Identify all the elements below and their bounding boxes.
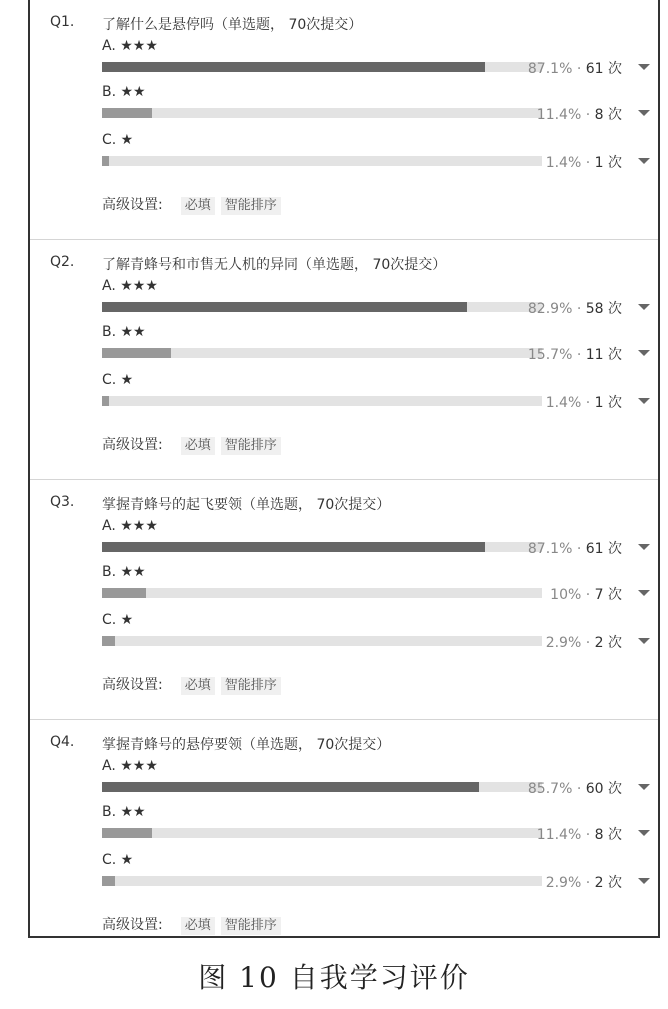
result-separator: · [572, 347, 586, 363]
answer-option [102, 612, 658, 658]
result-separator: · [581, 635, 595, 651]
result-percent: 10% [550, 587, 582, 603]
result-bar-track [102, 396, 542, 406]
caret-down-icon[interactable] [638, 638, 650, 644]
result-bar-fill [102, 156, 109, 166]
result-bar-fill [102, 782, 479, 792]
result-bar-fill [102, 588, 146, 598]
result-percent: 87.1% [527, 541, 573, 557]
caret-down-icon[interactable] [638, 304, 650, 310]
advanced-settings-label: 高级设置: [102, 917, 163, 933]
option-label: A. ★★★ [102, 278, 158, 294]
result-bar-track [102, 782, 542, 792]
figure-caption: 图 10 自我学习评价 [198, 961, 470, 994]
result-percent: 82.9% [527, 301, 573, 317]
result-count: 58 次 [585, 301, 622, 317]
advanced-settings [102, 914, 281, 935]
result-stat [546, 152, 622, 172]
option-label: C. ★ [102, 132, 134, 148]
result-stat [528, 778, 622, 798]
option-label: B. ★★ [102, 84, 146, 100]
option-label: A. ★★★ [102, 758, 158, 774]
result-percent: 85.7% [527, 781, 573, 797]
result-separator: · [581, 827, 595, 843]
result-stat [546, 872, 622, 892]
result-separator: · [581, 875, 595, 891]
result-percent: 11.4% [536, 107, 582, 123]
caret-down-icon[interactable] [638, 878, 650, 884]
result-count: 7 次 [594, 587, 622, 603]
result-count: 61 次 [585, 541, 622, 557]
answer-option [102, 372, 658, 418]
question-title: 掌握青蜂号的起飞要领（单选题， 70次提交） [102, 497, 391, 513]
result-bar-fill [102, 542, 485, 552]
required-tag[interactable]: 必填 [181, 677, 215, 695]
question-block [30, 240, 658, 480]
question-title: 掌握青蜂号的悬停要领（单选题， 70次提交） [102, 737, 391, 753]
question-block [30, 0, 658, 240]
caret-down-icon[interactable] [638, 784, 650, 790]
result-separator: · [581, 155, 595, 171]
option-label: C. ★ [102, 372, 134, 388]
result-bar-track [102, 588, 542, 598]
result-bar-fill [102, 302, 467, 312]
question-number: Q4. [50, 734, 75, 750]
result-percent: 2.9% [545, 635, 582, 651]
survey-results-panel [28, 0, 660, 938]
question-block [30, 720, 658, 960]
option-label: A. ★★★ [102, 518, 158, 534]
result-stat [528, 58, 622, 78]
option-label: B. ★★ [102, 564, 146, 580]
caret-down-icon[interactable] [638, 590, 650, 596]
result-stat [528, 298, 622, 318]
result-count: 61 次 [585, 61, 622, 77]
advanced-settings-label: 高级设置: [102, 197, 163, 213]
result-separator: · [581, 107, 595, 123]
result-bar-track [102, 302, 542, 312]
advanced-settings-label: 高级设置: [102, 677, 163, 693]
result-bar-track [102, 876, 542, 886]
result-stat [550, 584, 622, 604]
result-stat [537, 824, 622, 844]
result-separator: · [581, 587, 595, 603]
caret-down-icon[interactable] [638, 398, 650, 404]
result-separator: · [572, 541, 586, 557]
smart-sort-tag[interactable]: 智能排序 [221, 917, 281, 935]
result-stat [546, 632, 622, 652]
required-tag[interactable]: 必填 [181, 197, 215, 215]
question-title: 了解什么是悬停吗（单选题， 70次提交） [102, 17, 363, 33]
question-number: Q3. [50, 494, 75, 510]
answer-option [102, 132, 658, 178]
result-bar-track [102, 828, 542, 838]
question-number: Q1. [50, 14, 75, 30]
option-label: A. ★★★ [102, 38, 158, 54]
result-percent: 1.4% [545, 395, 582, 411]
caret-down-icon[interactable] [638, 158, 650, 164]
question-block [30, 480, 658, 720]
result-percent: 2.9% [545, 875, 582, 891]
result-bar-track [102, 636, 542, 646]
question-title: 了解青蜂号和市售无人机的异同（单选题， 70次提交） [102, 257, 447, 273]
result-stat [546, 392, 622, 412]
result-stat [537, 104, 622, 124]
result-separator: · [572, 301, 586, 317]
smart-sort-tag[interactable]: 智能排序 [221, 677, 281, 695]
caret-down-icon[interactable] [638, 350, 650, 356]
advanced-settings [102, 434, 281, 455]
result-bar-fill [102, 828, 152, 838]
answer-option [102, 324, 658, 370]
advanced-settings-label: 高级设置: [102, 437, 163, 453]
answer-option [102, 804, 658, 850]
result-percent: 11.4% [536, 827, 582, 843]
result-count: 2 次 [594, 635, 622, 651]
result-count: 11 次 [585, 347, 622, 363]
required-tag[interactable]: 必填 [181, 917, 215, 935]
result-separator: · [572, 61, 586, 77]
result-bar-fill [102, 636, 115, 646]
result-stat [528, 538, 622, 558]
result-separator: · [581, 395, 595, 411]
result-percent: 1.4% [545, 155, 582, 171]
option-label: B. ★★ [102, 804, 146, 820]
result-separator: · [572, 781, 586, 797]
option-label: B. ★★ [102, 324, 146, 340]
answer-option [102, 84, 658, 130]
result-count: 60 次 [585, 781, 622, 797]
result-bar-track [102, 156, 542, 166]
result-bar-fill [102, 876, 115, 886]
answer-option [102, 518, 658, 564]
answer-option [102, 278, 658, 324]
result-count: 8 次 [594, 107, 622, 123]
result-count: 2 次 [594, 875, 622, 891]
option-label: C. ★ [102, 612, 134, 628]
caret-down-icon[interactable] [638, 544, 650, 550]
result-count: 1 次 [594, 395, 622, 411]
answer-option [102, 564, 658, 610]
result-count: 1 次 [594, 155, 622, 171]
result-bar-track [102, 62, 542, 72]
result-stat [528, 344, 622, 364]
result-bar-track [102, 108, 542, 118]
result-bar-fill [102, 396, 109, 406]
result-bar-track [102, 348, 542, 358]
caret-down-icon[interactable] [638, 64, 650, 70]
advanced-settings [102, 674, 281, 695]
question-number: Q2. [50, 254, 75, 270]
required-tag[interactable]: 必填 [181, 437, 215, 455]
result-bar-track [102, 542, 542, 552]
caret-down-icon[interactable] [638, 110, 650, 116]
result-bar-fill [102, 108, 152, 118]
smart-sort-tag[interactable]: 智能排序 [221, 197, 281, 215]
result-bar-fill [102, 348, 171, 358]
result-percent: 87.1% [527, 61, 573, 77]
option-label: C. ★ [102, 852, 134, 868]
caret-down-icon[interactable] [638, 830, 650, 836]
advanced-settings [102, 194, 281, 215]
answer-option [102, 758, 658, 804]
answer-option [102, 852, 658, 898]
result-bar-fill [102, 62, 485, 72]
smart-sort-tag[interactable]: 智能排序 [221, 437, 281, 455]
result-percent: 15.7% [527, 347, 573, 363]
result-count: 8 次 [594, 827, 622, 843]
answer-option [102, 38, 658, 84]
